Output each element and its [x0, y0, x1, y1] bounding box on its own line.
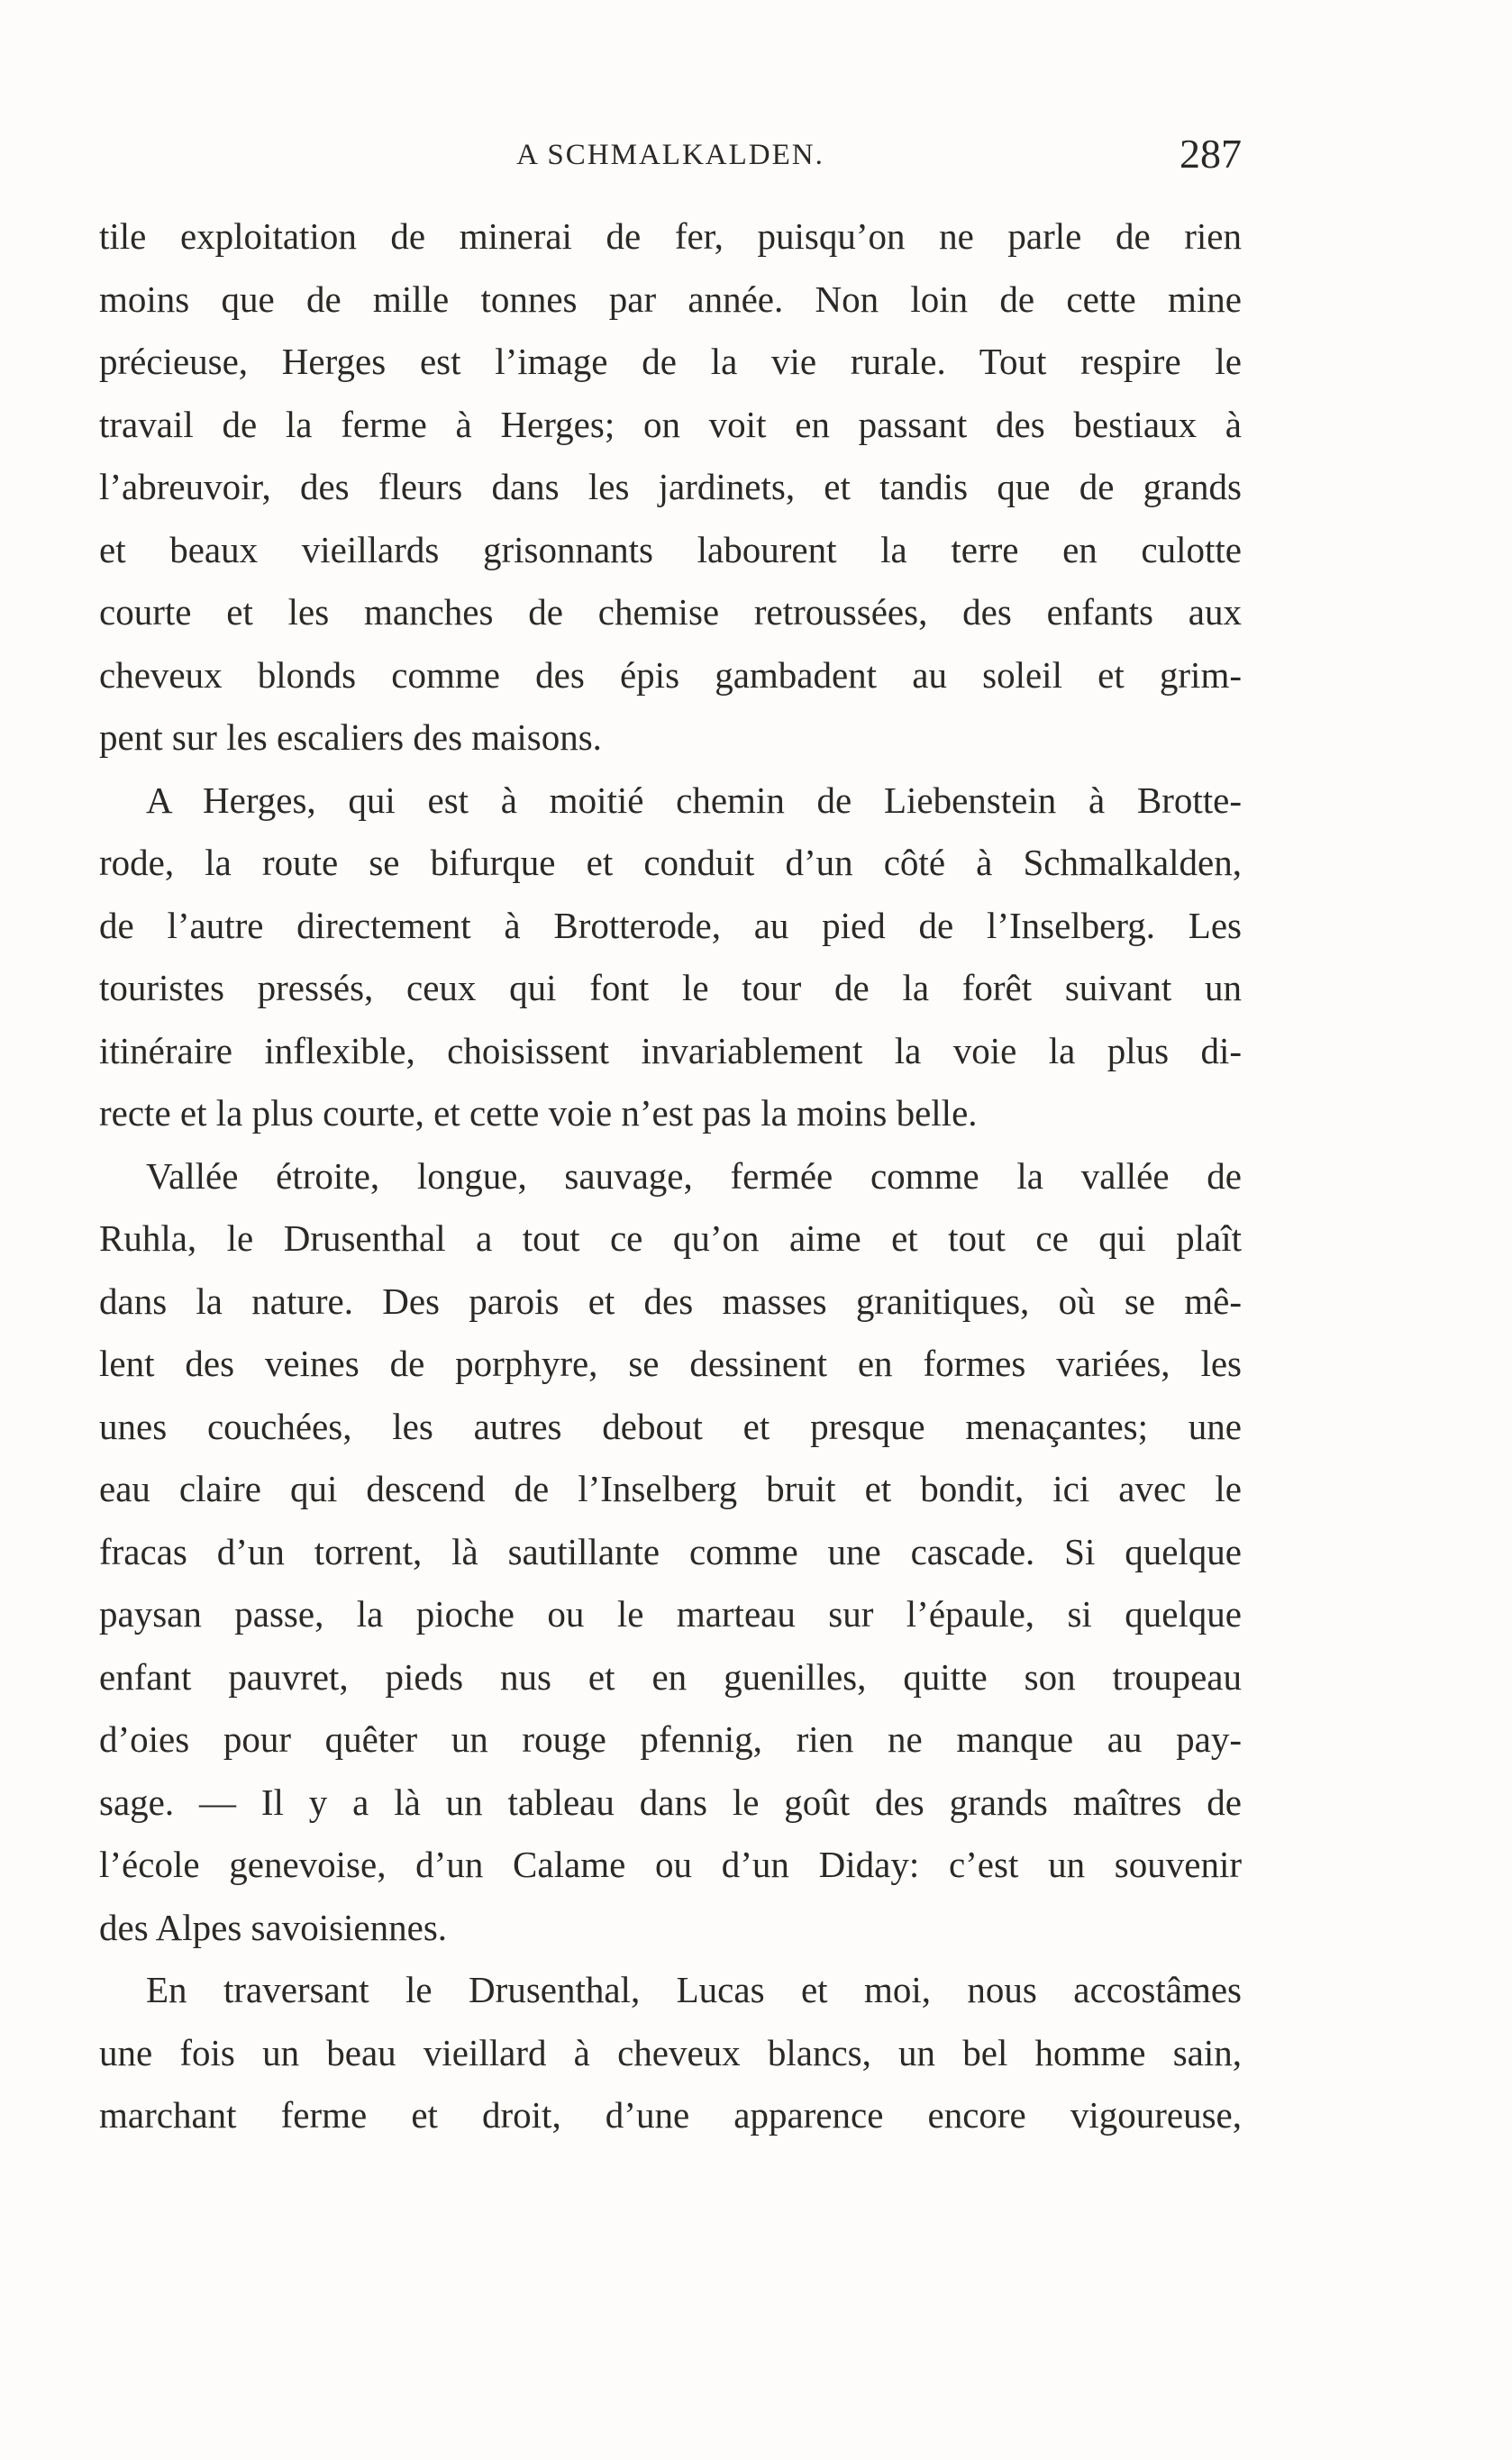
text-line: travail de la ferme à Herges; on voit en passant des bestiaux à	[99, 403, 1242, 445]
text-line: paysan passe, la pioche ou le marteau sur l’épaule, si quelque	[99, 1593, 1242, 1635]
text-line: une fois un beau vieillard à cheveux blancs, un bel homme sain,	[99, 2031, 1242, 2073]
text-line: cheveux blonds comme des épis gambadent au soleil et grim-	[99, 653, 1242, 696]
text-line: lent des veines de porphyre, se dessinent en formes variées, les	[99, 1343, 1242, 1384]
text-line: itinéraire inflexible, choisissent invariablement la voie la plus di-	[99, 1029, 1242, 1071]
running-title: A SCHMALKALDEN.	[516, 139, 824, 171]
text-line: Vallée étroite, longue, sauvage, fermée comme la vallée de	[146, 1154, 1242, 1197]
text-line: En traversant le Drusenthal, Lucas et moi, nous accostâmes	[146, 1969, 1242, 2010]
text-line: A Herges, qui est à moitié chemin de Liebenstein à Brotte-	[146, 779, 1242, 821]
text-line: l’abreuvoir, des fleurs dans les jardinets, et tandis que de grands	[99, 466, 1242, 507]
text-line: courte et les manches de chemise retroussées, des enfants aux	[99, 591, 1242, 633]
text-line: Ruhla, le Drusenthal a tout ce qu’on aime et tout ce qui plaît	[99, 1217, 1242, 1259]
paragraph-2	[99, 770, 1242, 1145]
text-line: tile exploitation de minerai de fer, puisqu’on ne parle de rien	[99, 215, 1242, 257]
text-line: pent sur les escaliers des maisons.	[99, 716, 602, 758]
text-line: de l’autre directement à Brotterode, au pied de l’Inselberg. Les	[99, 904, 1242, 946]
text-line: fracas d’un torrent, là sautillante comme une cascade. Si quelque	[99, 1530, 1242, 1572]
text-line: des Alpes savoisiennes.	[99, 1906, 448, 1948]
text-line: sage. — Il y a là un tableau dans le goût des grands maîtres de	[99, 1781, 1242, 1823]
text-line: eau claire qui descend de l’Inselberg bruit et bondit, ici avec le	[99, 1468, 1242, 1509]
paragraph-1	[99, 205, 1242, 770]
running-head	[99, 126, 1242, 189]
text-line: l’école genevoise, d’un Calame ou d’un Diday: c’est un souvenir	[99, 1844, 1242, 1885]
text-line: recte et la plus courte, et cette voie n’est pas la moins belle.	[99, 1092, 978, 1134]
text-line: dans la nature. Des parois et des masses granitiques, où se mê-	[99, 1280, 1242, 1322]
text-line: précieuse, Herges est l’image de la vie rurale. Tout respire le	[99, 341, 1242, 382]
body-text	[99, 205, 1242, 2147]
text-line: touristes pressés, ceux qui font le tour de la forêt suivant un	[99, 967, 1242, 1008]
text-line: d’oies pour quêter un rouge pfennig, rien ne manque au pay-	[99, 1718, 1242, 1760]
paragraph-3	[99, 1145, 1242, 1960]
page-number: 287	[1180, 131, 1242, 177]
text-line: unes couchées, les autres debout et presque menaçantes; une	[99, 1405, 1242, 1447]
text-line: marchant ferme et droit, d’une apparence encore vigoureuse,	[99, 2094, 1242, 2136]
paragraph-4	[99, 1959, 1242, 2147]
text-line: enfant pauvret, pieds nus et en guenilles, quitte son troupeau	[99, 1655, 1242, 1698]
text-line: rode, la route se bifurque et conduit d’un côté à Schmalkalden,	[99, 842, 1242, 883]
text-line: moins que de mille tonnes par année. Non loin de cette mine	[99, 278, 1242, 320]
text-line: et beaux vieillards grisonnants labourent la terre en culotte	[99, 528, 1242, 570]
